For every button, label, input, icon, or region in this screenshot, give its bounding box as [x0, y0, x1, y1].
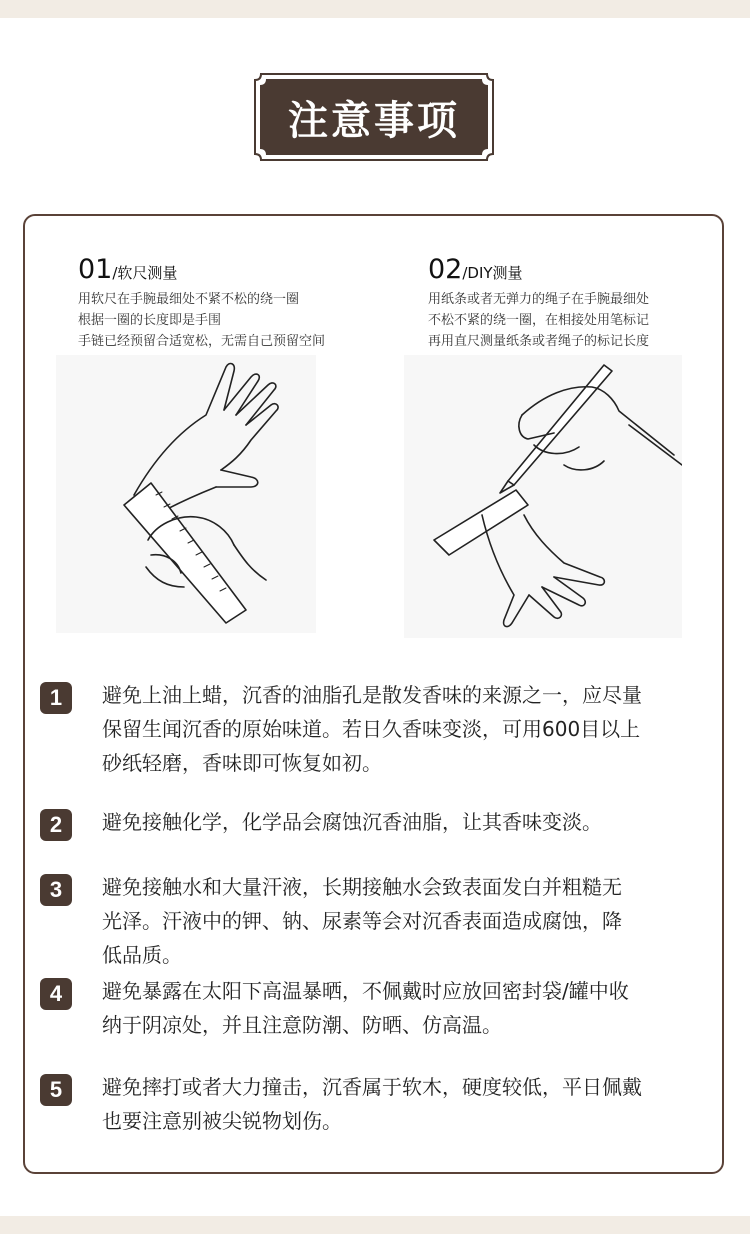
top-band	[0, 0, 750, 18]
step-title: /软尺测量	[112, 264, 178, 282]
step-desc-line: 用纸条或者无弹力的绳子在手腕最细处	[428, 292, 650, 307]
number-badge: 5	[40, 1074, 72, 1106]
step-desc-line: 根据一圈的长度即是手围	[78, 313, 222, 328]
step-desc-line: 用软尺在手腕最细处不紧不松的绕一圈	[78, 292, 300, 307]
page-title: 注意事项	[288, 96, 460, 144]
hand-paper-strip-pen-illustration	[404, 355, 682, 638]
notice-line: 光泽。汗液中的钾、钠、尿素等会对沉香表面造成腐蚀，降	[102, 909, 622, 933]
notice-line: 保留生闻沉香的原始味道。若日久香味变淡，可用600目以上	[102, 717, 641, 741]
notice-line: 避免暴露在太阳下高温暴晒，不佩戴时应放回密封袋/罐中收	[102, 979, 629, 1003]
step-desc-line: 不松不紧的绕一圈，在相接处用笔标记	[428, 313, 650, 328]
notice-line: 避免上油上蜡，沉香的油脂孔是散发香味的来源之一，应尽量	[102, 683, 642, 707]
step-number: 02	[428, 254, 463, 285]
notice-line: 避免接触化学，化学品会腐蚀沉香油脂，让其香味变淡。	[102, 810, 602, 834]
number-badge: 3	[40, 874, 72, 906]
bottom-band	[0, 1216, 750, 1234]
notice-line: 砂纸轻磨，香味即可恢复如初。	[102, 751, 382, 775]
step-desc-line: 手链已经预留合适宽松，无需自己预留空间	[78, 334, 326, 349]
notice-line: 避免摔打或者大力撞击，沉香属于软木，硬度较低，平日佩戴	[102, 1075, 642, 1099]
number-badge: 4	[40, 978, 72, 1010]
hand-tape-measure-icon	[56, 355, 316, 633]
notice-line: 避免接触水和大量汗液，长期接触水会致表面发白并粗糙无	[102, 875, 622, 899]
notice-line: 低品质。	[102, 943, 182, 967]
step-number: 01	[78, 254, 113, 285]
title-badge	[253, 72, 495, 162]
step-desc-line: 再用直尺测量纸条或者绳子的标记长度	[428, 334, 650, 349]
measure-step-01	[78, 254, 325, 352]
notice-line: 纳于阴凉处，并且注意防潮、防晒、仿高温。	[102, 1013, 502, 1037]
step-title: /DIY测量	[462, 264, 523, 282]
hand-tape-measure-illustration	[56, 355, 316, 633]
notice-line: 也要注意别被尖锐物划伤。	[102, 1109, 342, 1133]
number-badge: 1	[40, 682, 72, 714]
hand-paper-strip-pen-icon	[404, 355, 682, 638]
number-badge: 2	[40, 809, 72, 841]
measure-step-02	[428, 254, 649, 352]
